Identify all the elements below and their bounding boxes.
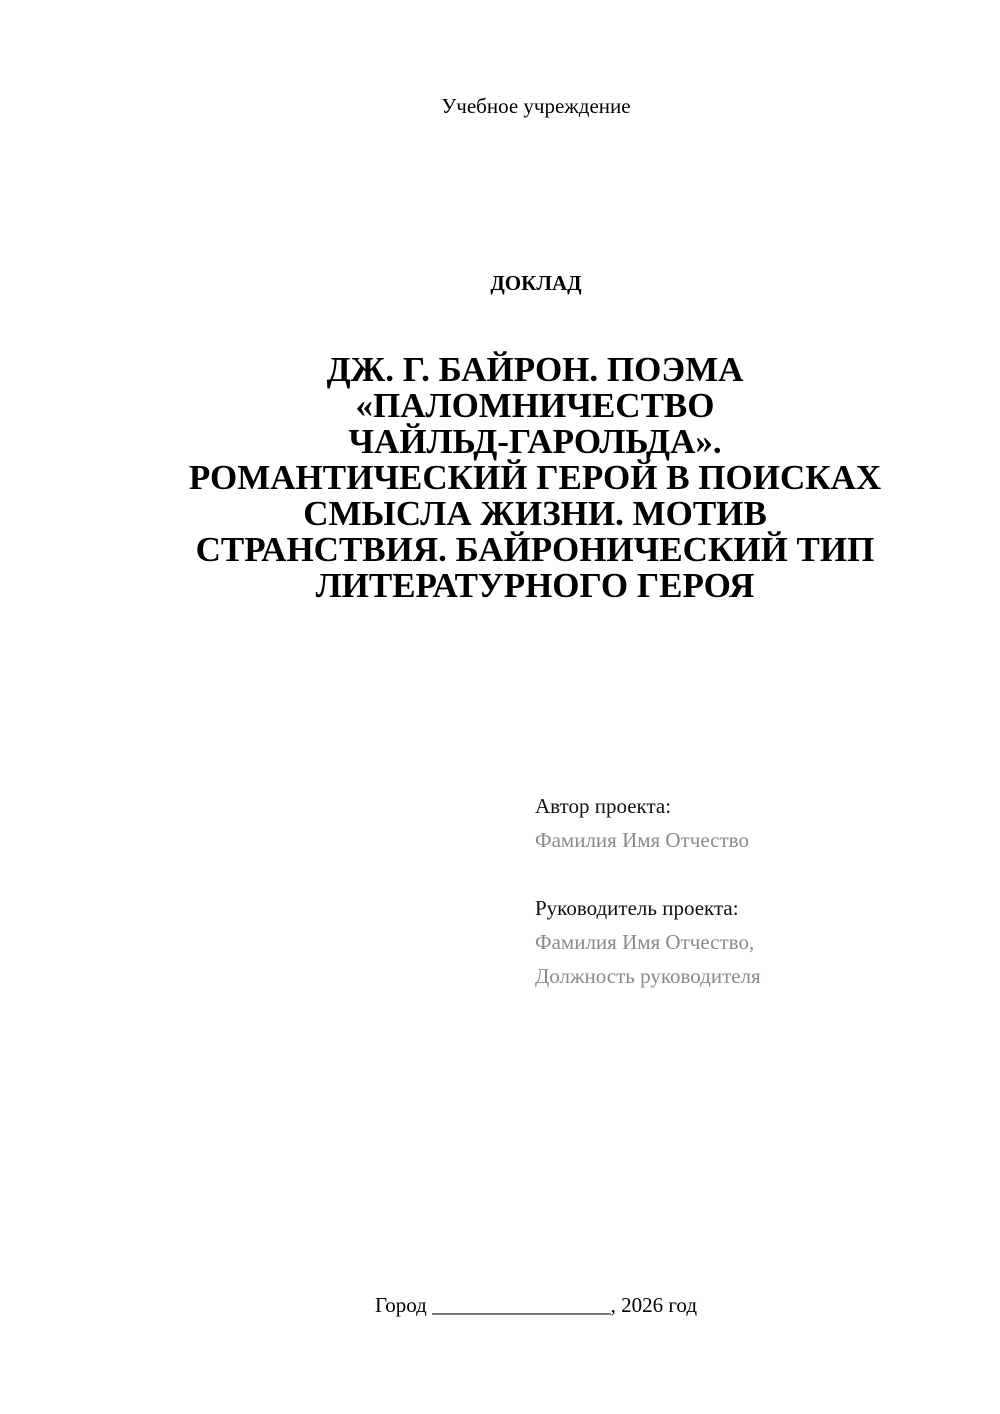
title-line: СТРАНСТВИЯ. БАЙРОНИЧЕСКИЙ ТИП: [195, 530, 875, 569]
title-line: РОМАНТИЧЕСКИЙ ГЕРОЙ В ПОИСКАХ: [188, 458, 882, 497]
title-line: «ПАЛОМНИЧЕСТВО: [355, 386, 715, 425]
title-line: СМЫСЛА ЖИЗНИ. МОТИВ: [303, 494, 767, 533]
author-label: Автор проекта:: [535, 794, 672, 818]
document-type: ДОКЛАД: [490, 271, 582, 295]
title-line: ДЖ. Г. БАЙРОН. ПОЭМА: [326, 350, 744, 389]
spacer: [535, 857, 975, 891]
project-info: [535, 789, 975, 993]
document-title: [130, 352, 940, 604]
title-line: ЛИТЕРАТУРНОГО ГЕРОЯ: [315, 566, 755, 605]
supervisor-label: Руководитель проекта:: [535, 896, 739, 920]
author-name: Фамилия Имя Отчество: [535, 828, 749, 852]
supervisor-position: Должность руководителя: [535, 964, 761, 988]
city-year-line: Город _________________, 2026 год: [374, 1293, 698, 1317]
supervisor-name: Фамилия Имя Отчество,: [535, 930, 755, 954]
title-line: ЧАЙЛЬД-ГАРОЛЬДА».: [348, 422, 722, 461]
institution-name: Учебное учреждение: [441, 94, 631, 118]
